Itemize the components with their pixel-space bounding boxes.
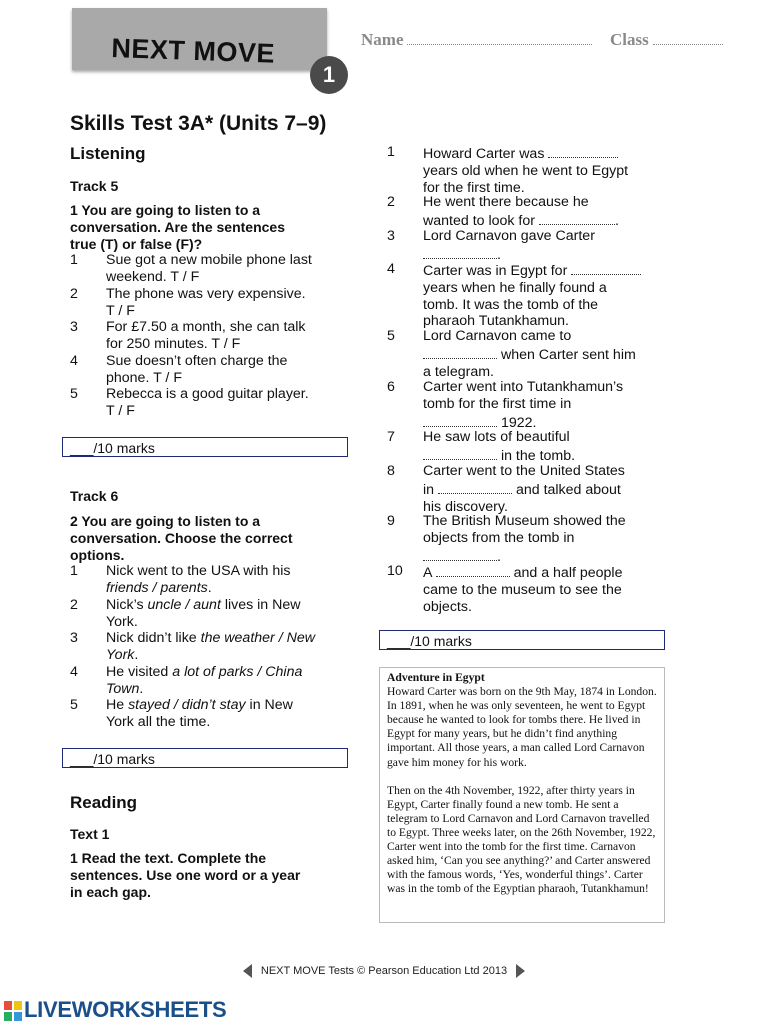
option-choice[interactable]: stayed / didn’t stay (128, 697, 246, 713)
reading-passage (379, 667, 665, 923)
prev-triangle-icon (243, 964, 252, 978)
track6-instruction: 2 You are going to listen to a conversation. Choose the correct options. (70, 513, 293, 563)
liveworksheets-icon (4, 1001, 22, 1021)
option-choice[interactable]: friends / parents (106, 579, 208, 596)
class-input-line[interactable] (653, 32, 723, 45)
track6-label: Track 6 (70, 488, 119, 504)
reading-instruction: 1 Read the text. Complete the sentences. Use one word or a year in each gap. (70, 850, 301, 900)
track5-marks-box[interactable]: ___/10 marks (62, 437, 348, 457)
page-title: Skills Test 3A* (Units 7–9) (70, 112, 327, 135)
class-label: Class (610, 30, 649, 49)
name-label: Name (361, 30, 404, 49)
reading-heading: Reading (70, 793, 138, 812)
reading-marks-box[interactable]: ___/10 marks (379, 630, 665, 650)
name-input-line[interactable] (407, 32, 592, 45)
brand-text: LIVEWORKSHEETS (24, 997, 227, 1022)
class-field[interactable] (610, 30, 723, 50)
gap-input[interactable] (438, 480, 512, 494)
series-title: NEXT MOVE (110, 33, 276, 69)
level-badge: 1 (310, 56, 348, 94)
text1-label: Text 1 (70, 826, 110, 842)
gap-input[interactable] (548, 144, 618, 158)
footer (0, 964, 768, 978)
liveworksheets-logo[interactable] (4, 997, 226, 1023)
option-choice[interactable]: a lot of parks / China (172, 664, 303, 680)
passage-title: Adventure in Egypt (387, 671, 485, 684)
track5-instruction: 1 You are going to listen to a conversation. Are the sentences true (T) or false (F)? (70, 202, 286, 252)
gap-input[interactable] (539, 211, 615, 225)
gap-input[interactable] (423, 413, 497, 427)
name-field[interactable] (361, 30, 592, 50)
track5-label: Track 5 (70, 178, 119, 194)
footer-text: NEXT MOVE Tests © Pearson Education Ltd 2013 (260, 964, 508, 977)
gap-input[interactable] (436, 563, 510, 577)
gap-input[interactable] (423, 345, 497, 359)
gap-input[interactable] (423, 446, 497, 460)
option-choice[interactable]: the weather / New (200, 630, 315, 646)
listening-heading: Listening (70, 144, 146, 163)
passage-paragraph-1: Howard Carter was born on the 9th May, 1874 in London. In 1891, when he was only seventeen, he went to Egypt because he wanted to look for tombs there. He lived in Egypt for many years, but he didn’t find anything important. All those years, a man called Lord Carnavon gave him money for his work. (387, 685, 657, 769)
next-triangle-icon (516, 964, 525, 978)
option-choice[interactable]: uncle / aunt (147, 597, 221, 613)
passage-paragraph-2: Then on the 4th November, 1922, after thirty years in Egypt, Carter finally found a new tomb. He sent a telegram to Lord Carnavon and Lord Carnavon travelled to Egypt. Three weeks later, on the 26th November, 1922, Carter went into the tomb for the first time. Carnavon asked him, ‘Can you see anything?’ and Carter answered with the famous words, ‘Yes, wonderful things’. Carter was in the tomb of the Egyptian pharaoh, Tutankhamun! (387, 783, 656, 896)
gap-input[interactable] (423, 547, 497, 561)
gap-input[interactable] (571, 261, 641, 275)
track6-marks-box[interactable]: ___/10 marks (62, 748, 348, 768)
gap-input[interactable] (423, 245, 497, 259)
